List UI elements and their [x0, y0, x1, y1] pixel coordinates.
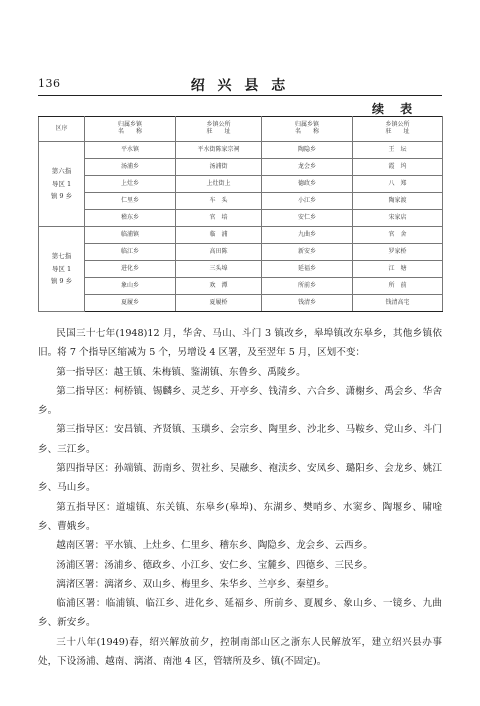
continued-label: 续 表: [372, 102, 419, 116]
table-row: [39, 227, 443, 244]
town-name-cell: 龙会乡: [262, 159, 353, 176]
col-header-office: 乡镇公所 驻 址: [353, 117, 443, 142]
table-row: [39, 210, 443, 227]
town-name-cell: 延福乡: [262, 261, 353, 278]
paragraph: 第一指导区：越王镇、朱梅镇、鉴湖镇、东鲁乡、禹陵乡。: [56, 366, 306, 378]
town-name-cell: 象山乡: [85, 278, 176, 295]
table-header-row: [39, 117, 443, 142]
zone-cell: 第六指 导区 1 镇 9 乡: [39, 142, 85, 227]
paragraph: 第二指导区：柯桥镇、锡麟乡、灵芝乡、开亭乡、钱清乡、六合乡、潇榭乡、禹会乡、华舍乡。: [38, 385, 442, 417]
table-row: [39, 159, 443, 176]
town-name-cell: 临江乡: [85, 244, 176, 261]
col-header-zone: 区序: [39, 117, 85, 142]
town-name-cell: 新安乡: [262, 244, 353, 261]
paragraph: 三十八年(1949)春，绍兴解放前夕，控制南部山区之浙东人民解放军，建立绍兴县办事处，下设汤浦、越南、漓渚、南池 4 区，管辖所及乡、镇(不固定)。: [38, 636, 442, 668]
running-title: 绍 兴 县 志: [190, 78, 290, 94]
office-cell: 上灶街上: [176, 176, 262, 193]
office-cell: 宋家店: [353, 210, 443, 227]
office-cell: 官 培: [176, 210, 262, 227]
town-name-cell: 平水镇: [85, 142, 176, 159]
table-row: [39, 278, 443, 295]
table-row: [39, 261, 443, 278]
town-name-cell: 德政乡: [262, 176, 353, 193]
table-row: [39, 244, 443, 261]
town-name-cell: 临浦镇: [85, 227, 176, 244]
paragraph: 越南区署：平水镇、上灶乡、仁里乡、稽东乡、陶隐乡、龙会乡、云西乡。: [56, 540, 373, 552]
town-name-cell: 汤浦乡: [85, 159, 176, 176]
town-name-cell: 进化乡: [85, 261, 176, 278]
town-name-cell: 钱清乡: [262, 295, 353, 312]
office-cell: 高田陈: [176, 244, 262, 261]
town-name-cell: 所前乡: [262, 278, 353, 295]
office-cell: 罗家桥: [353, 244, 443, 261]
office-cell: 车 头: [176, 193, 262, 210]
paragraph: 漓渚区署：漓渚乡、双山乡、梅里乡、朱华乡、兰亭乡、秦望乡。: [56, 578, 335, 590]
paragraph: 民国三十七年(1948)12 月，华舍、马山、斗门 3 镇改乡，皋埠镇改东皋乡，其他乡镇依旧。将 7 个指导区缩减为 5 个，另增设 4 区署，及至翌年 5 月，区划不变：: [38, 328, 442, 359]
col-header-town-name: 归属乡镇 名 称: [262, 117, 353, 142]
paragraph: 汤浦区署：汤浦乡、德政乡、小江乡、安仁乡、宝麓乡、四德乡、三民乡。: [56, 559, 373, 571]
office-cell: 三头埠: [176, 261, 262, 278]
office-cell: 钱清高宅: [353, 295, 443, 312]
office-cell: 王 坛: [353, 142, 443, 159]
town-name-cell: 小江乡: [262, 193, 353, 210]
table-row: [39, 142, 443, 159]
table-row: [39, 295, 443, 312]
body-text: [38, 324, 442, 671]
table-row: [39, 193, 443, 210]
town-name-cell: 仁里乡: [85, 193, 176, 210]
paragraph: 第四指导区：孙端镇、沥南乡、贺社乡、吴融乡、袍渎乡、安凤乡、璐阳乡、会龙乡、姚江乡、马山乡。: [38, 463, 442, 494]
header-rule: [38, 95, 442, 96]
table-row: [39, 176, 443, 193]
town-name-cell: 安仁乡: [262, 210, 353, 227]
office-cell: 官 舍: [353, 227, 443, 244]
town-name-cell: 上灶乡: [85, 176, 176, 193]
town-name-cell: 九曲乡: [262, 227, 353, 244]
town-name-cell: 稽东乡: [85, 210, 176, 227]
paragraph: 第五指导区：道墟镇、东关镇、东皋乡(皋埠)、东湖乡、樊哨乡、水窦乡、陶堰乡、啸唫乡、曹娥乡。: [38, 501, 442, 532]
office-cell: 临 浦: [176, 227, 262, 244]
office-cell: 八 郑: [353, 176, 443, 193]
office-cell: 江 塘: [353, 261, 443, 278]
office-cell: 汤浦街: [176, 159, 262, 176]
office-cell: 所 前: [353, 278, 443, 295]
office-cell: 陶家渡: [353, 193, 443, 210]
zone-cell: 第七指 导区 1 镇 9 乡: [39, 227, 85, 312]
town-name-cell: 陶隐乡: [262, 142, 353, 159]
office-cell: 欢 潭: [176, 278, 262, 295]
office-cell: 霞 坞: [353, 159, 443, 176]
col-header-town-name: 归属乡镇 名 称: [85, 117, 176, 142]
office-cell: 夏履桥: [176, 295, 262, 312]
paragraph: 第三指导区：安昌镇、齐贤镇、玉璜乡、会宗乡、陶里乡、沙北乡、马鞍乡、党山乡、斗门乡、三江乡。: [38, 424, 442, 455]
town-name-cell: 夏履乡: [85, 295, 176, 312]
township-table: [38, 116, 443, 312]
page-number: 136: [38, 77, 61, 90]
office-cell: 平水街陈家宗祠: [176, 142, 262, 159]
col-header-office: 乡镇公所 驻 址: [176, 117, 262, 142]
paragraph: 临浦区署：临浦镇、临江乡、进化乡、延福乡、所前乡、夏履乡、象山乡、一镜乡、九曲乡、新安乡。: [38, 598, 442, 629]
